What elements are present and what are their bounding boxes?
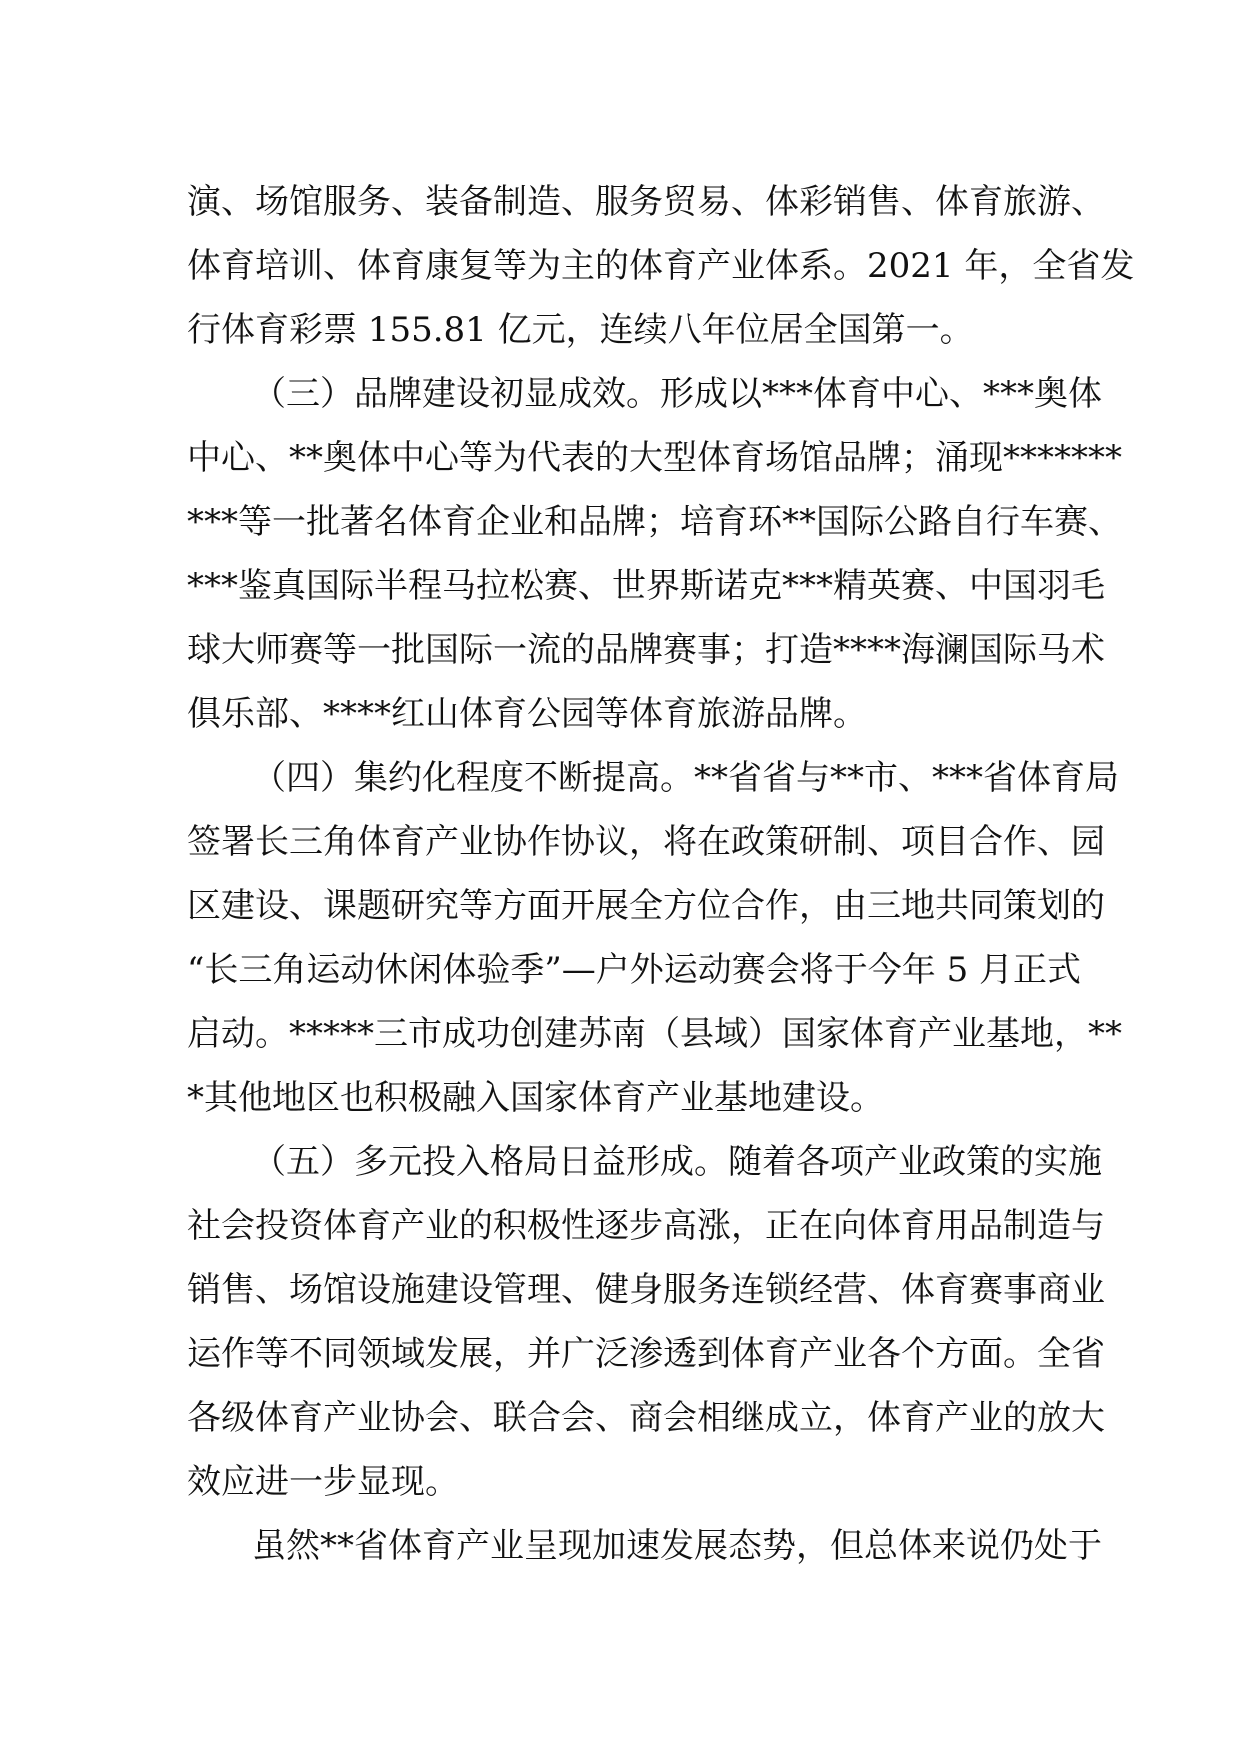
- text-line: *其他地区也积极融入国家体育产业基地建设。: [187, 1078, 884, 1118]
- text-line: 启动。*****三市成功创建苏南（县域）国家体育产业基地，**: [187, 1014, 1122, 1054]
- text-line: 中心、**奥体中心等为代表的大型体育场馆品牌；涌现*******: [187, 438, 1122, 478]
- text-line: 社会投资体育产业的积极性逐步高涨，正在向体育用品制造与: [187, 1206, 1105, 1246]
- text-line: “长三角运动休闲体验季”—户外运动赛会将于今年 5 月正式: [187, 950, 1082, 990]
- text-line: 各级体育产业协会、联合会、商会相继成立，体育产业的放大: [187, 1398, 1105, 1438]
- text-line: 销售、场馆设施建设管理、健身服务连锁经营、体育赛事商业: [187, 1270, 1105, 1310]
- text-line: 效应进一步显现。: [187, 1462, 459, 1502]
- text-line: 球大师赛等一批国际一流的品牌赛事；打造****海澜国际马术: [187, 630, 1105, 670]
- paragraph-start-line: 虽然**省体育产业呈现加速发展态势，但总体来说仍处于: [252, 1526, 1102, 1566]
- text-line: 演、场馆服务、装备制造、服务贸易、体彩销售、体育旅游、: [187, 182, 1105, 222]
- text-line: 俱乐部、****红山体育公园等体育旅游品牌。: [187, 694, 867, 734]
- text-line: ***等一批著名体育企业和品牌；培育环**国际公路自行车赛、: [187, 502, 1122, 542]
- text-line: 行体育彩票 155.81 亿元，连续八年位居全国第一。: [187, 310, 974, 350]
- text-line: 签署长三角体育产业协作协议，将在政策研制、项目合作、园: [187, 822, 1105, 862]
- paragraph-heading-line: （三）品牌建设初显成效。形成以***体育中心、***奥体: [252, 374, 1102, 414]
- text-line: 体育培训、体育康复等为主的体育产业体系。2021 年，全省发: [187, 246, 1135, 286]
- text-line: 区建设、课题研究等方面开展全方位合作，由三地共同策划的: [187, 886, 1105, 926]
- text-line: ***鉴真国际半程马拉松赛、世界斯诺克***精英赛、中国羽毛: [187, 566, 1105, 606]
- paragraph-heading-line: （五）多元投入格局日益形成。随着各项产业政策的实施: [252, 1142, 1102, 1182]
- text-line: 运作等不同领域发展，并广泛渗透到体育产业各个方面。全省: [187, 1334, 1105, 1374]
- paragraph-heading-line: （四）集约化程度不断提高。**省省与**市、***省体育局: [252, 758, 1119, 798]
